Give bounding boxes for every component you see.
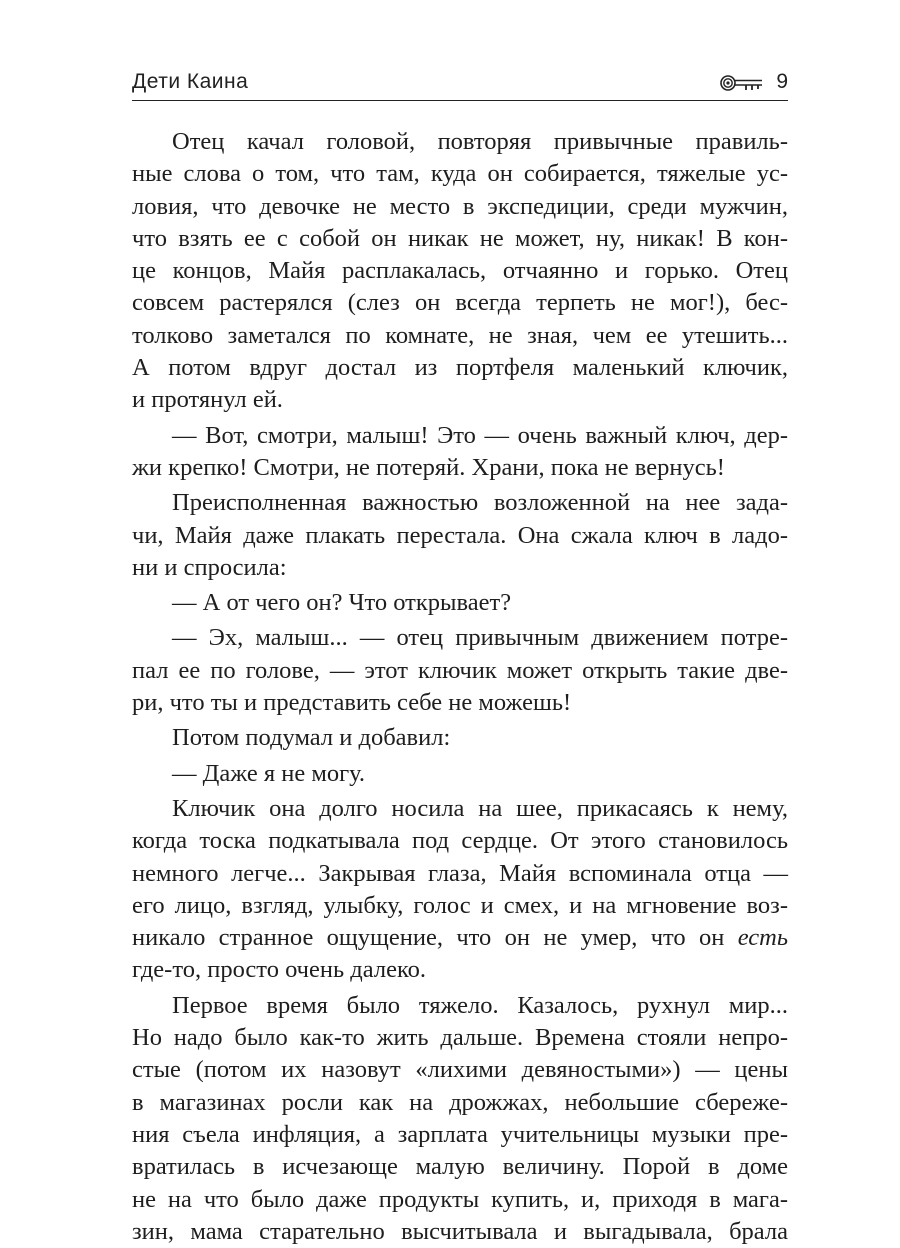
text-line: Но надо было как-то жить дальше. Времена стояли непро- [132, 1024, 788, 1052]
text-line: Отец качал головой, повторяя привычные правиль- [172, 128, 788, 155]
text-line: толково заметался по комнате, не зная, чем ее утешить... [132, 321, 788, 349]
text-line: Потом подумал и добавил: [172, 724, 451, 752]
text-line: А потом вдруг достал из портфеля маленький ключик, [132, 354, 788, 382]
text-line: и протянул ей. [132, 386, 283, 414]
text-line: ни и спросила: [132, 553, 287, 581]
text-line: — А от чего он? Что открывает? [172, 589, 512, 617]
text-line: це концов, Майя расплакалась, отчаянно и горько. Отец [132, 257, 788, 285]
text-line: ния съела инфляция, а зарплата учительницы музыки пре- [132, 1120, 788, 1148]
text-line: Преисполненная важностью возложенной на нее зада- [172, 489, 788, 517]
text-line: — Вот, смотри, малыш! Это — очень важный ключ, дер- [172, 421, 788, 449]
text-line: его лицо, взгляд, улыбку, голос и смех, и на мгновение воз- [132, 891, 788, 919]
line-text: никало странное ощущение, что он не умер, что он [132, 924, 725, 952]
page-number: 9 [776, 70, 788, 93]
text-line: что взять ее с собой он никак не может, ну, никак! В кон- [132, 224, 788, 252]
running-header [132, 70, 788, 101]
text-line: чи, Майя даже плакать перестала. Она сжала ключ в ладо- [132, 521, 788, 549]
text-line: — Эх, малыш... — отец привычным движением потре- [172, 624, 788, 652]
text-line: Ключик она долго носила на шее, прикасаясь к нему, [172, 794, 788, 822]
text-line-with-emphasis [132, 922, 788, 954]
text-line: Первое время было тяжело. Казалось, рухнул мир... [172, 991, 788, 1019]
text-line: когда тоска подкатывала под сердце. От этого становилось [132, 827, 788, 855]
page-marker [720, 70, 788, 94]
text-line: где-то, просто очень далеко. [132, 956, 426, 984]
text-line: ловия, что девочке не место в экспедиции, среди мужчин, [132, 192, 788, 220]
emphasis-word: есть [737, 924, 789, 952]
text-line: совсем растерялся (слез он всегда терпеть не мог!), бес- [132, 289, 788, 317]
text-line: не на что было даже продукты купить, и, приходя в мага- [132, 1185, 788, 1213]
book-title: Дети Каина [132, 70, 249, 93]
text-line: стые (потом их назовут «лихими девяностыми») — цены [132, 1056, 788, 1084]
text-line: — Даже я не могу. [172, 759, 366, 787]
text-line: зин, мама старательно высчитывала и выгадывала, брала [132, 1217, 788, 1245]
text-line: ри, что ты и представить себе не можешь! [132, 689, 572, 717]
text-line: немного легче... Закрывая глаза, Майя вспоминала отца — [132, 859, 788, 887]
text-line: вратилась в исчезающе малую величину. Порой в доме [132, 1153, 788, 1181]
key-icon [720, 74, 764, 92]
text-line: ные слова о том, что там, куда он собирается, тяжелые ус- [132, 160, 788, 188]
body-text [132, 126, 788, 1248]
text-line: жи крепко! Смотри, не потеряй. Храни, пока не вернусь! [132, 453, 725, 481]
text-line: пал ее по голове, — этот ключик может открыть такие две- [132, 656, 788, 684]
text-line: в магазинах росли как на дрожжах, небольшие сбереже- [132, 1088, 788, 1116]
